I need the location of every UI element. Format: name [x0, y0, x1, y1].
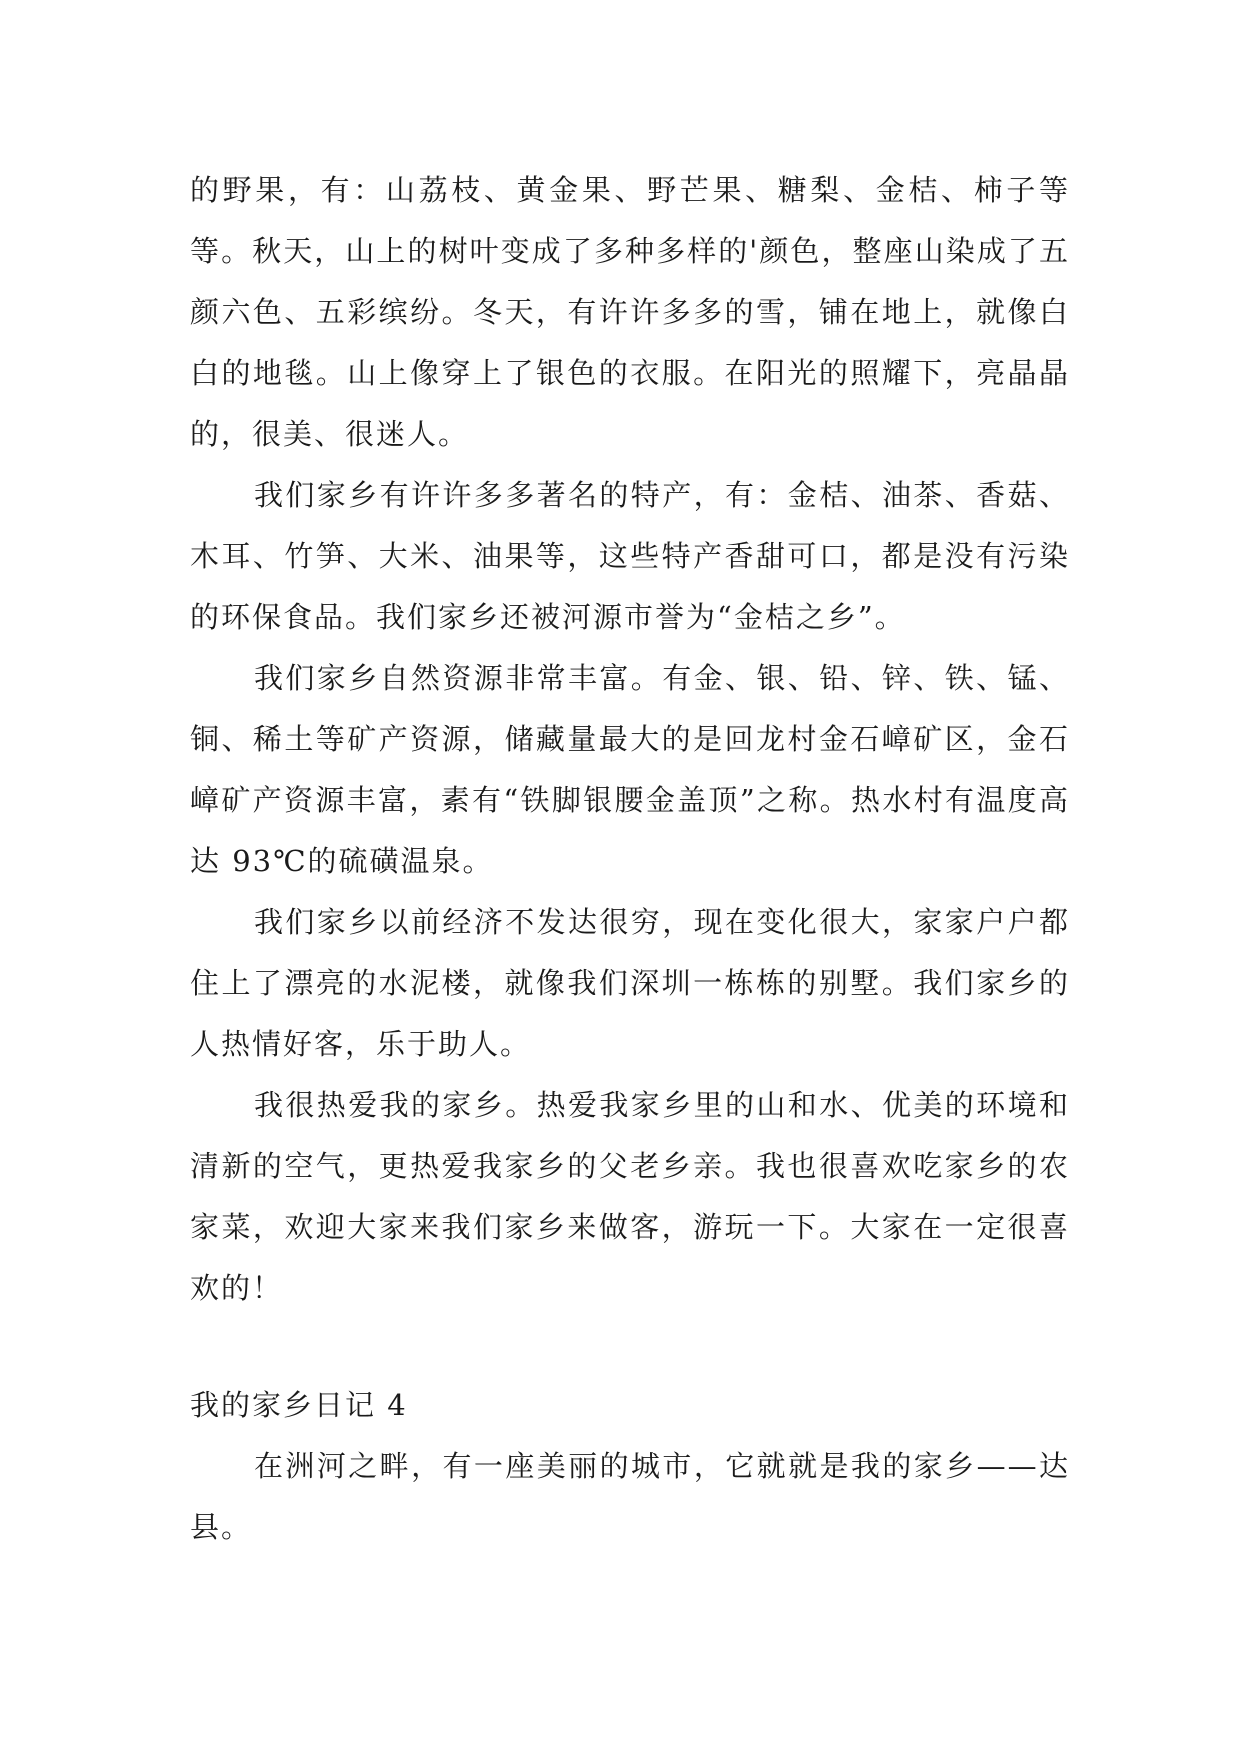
paragraph-wild-fruits: 的野果，有：山荔枝、黄金果、野芒果、糖梨、金桔、柿子等等。秋天，山上的树叶变成了多种多样的'颜色，整座山染成了五颜六色、五彩缤纷。冬天，有许许多多的雪，铺在地上，就像白白的地毯。山上像穿上了银色的衣服。在阳光的照耀下，亮晶晶的，很美、很迷人。: [190, 173, 1070, 451]
document-body: [190, 160, 1070, 1558]
paragraph-economy: 我们家乡以前经济不发达很穷，现在变化很大，家家户户都住上了漂亮的水泥楼，就像我们深圳一栋栋的别墅。我们家乡的人热情好客，乐于助人。: [190, 905, 1070, 1061]
section-title: 我的家乡日记 4: [190, 1388, 408, 1422]
paragraph-dazhou-intro: 在洲河之畔，有一座美丽的城市，它就就是我的家乡——达县。: [190, 1449, 1070, 1544]
paragraph-natural-resources: 我们家乡自然资源非常丰富。有金、银、铅、锌、铁、锰、铜、稀土等矿产资源，储藏量最大的是回龙村金石嶂矿区，金石嶂矿产资源丰富，素有“铁脚银腰金盖顶”之称。热水村有温度高达 93℃的硫磺温泉。: [190, 661, 1070, 878]
paragraph-specialties: 我们家乡有许许多多著名的特产，有：金桔、油茶、香菇、木耳、竹笋、大米、油果等，这些特产香甜可口，都是没有污染的环保食品。我们家乡还被河源市誉为“金桔之乡”。: [190, 478, 1070, 634]
paragraph-love-hometown: 我很热爱我的家乡。热爱我家乡里的山和水、优美的环境和清新的空气，更热爱我家乡的父老乡亲。我也很喜欢吃家乡的农家菜，欢迎大家来我们家乡来做客，游玩一下。大家在一定很喜欢的！: [190, 1088, 1070, 1305]
